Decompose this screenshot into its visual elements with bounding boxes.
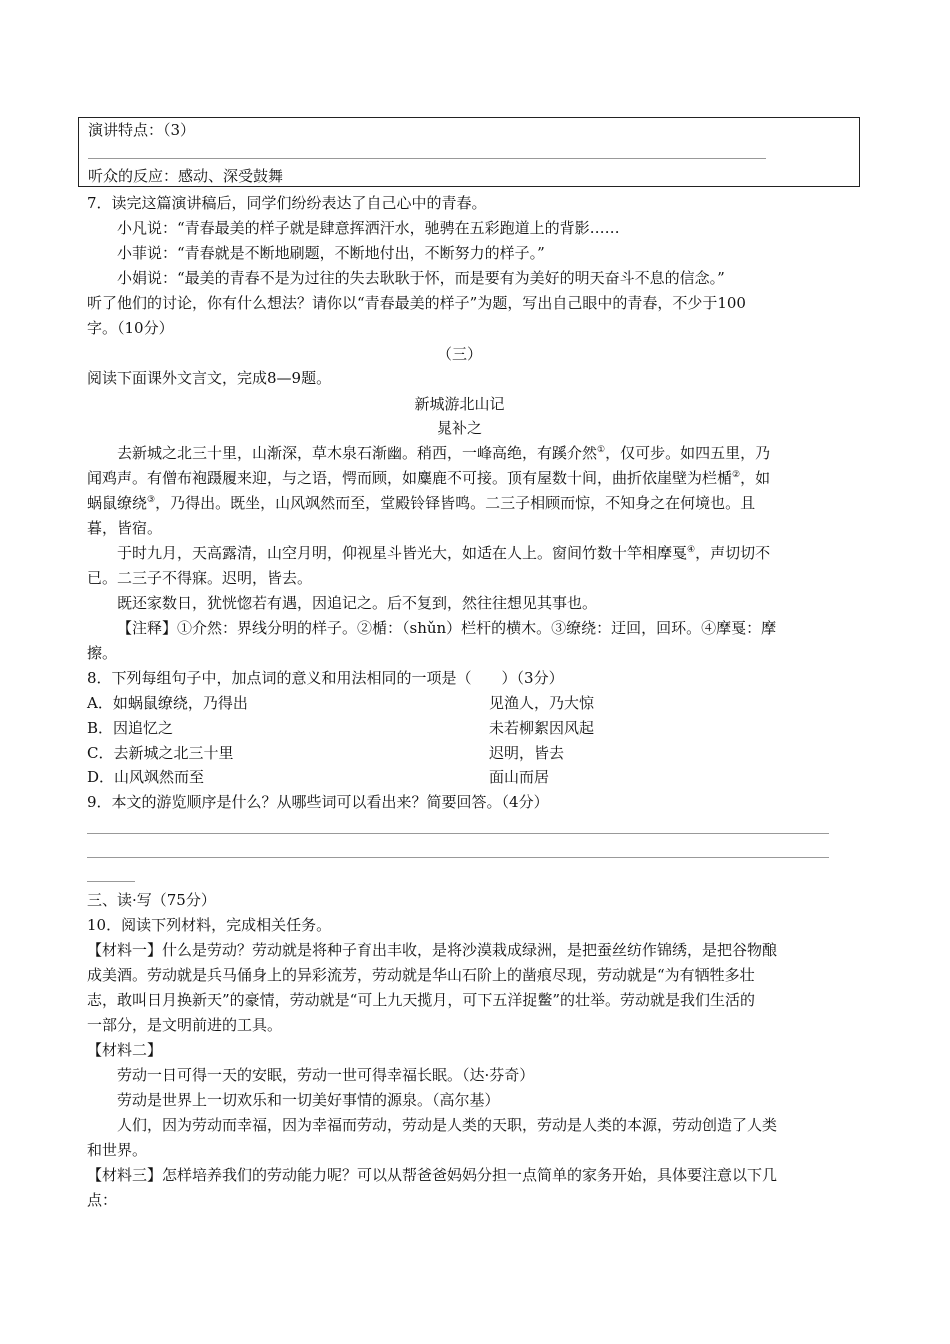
essay-paragraph-1-cont: 闻鸡声。有僧布袍蹑履来迎，与之语，愕而顾，如麋鹿不可接。顶有屋数十间，曲折依崖壁为栏楯②，如 xyxy=(87,469,771,487)
section-instruction: 阅读下面课外文言文，完成8—9题。 xyxy=(87,369,332,387)
q9-stem: 9．本文的游览顺序是什么？从哪些词可以看出来？简要回答。（4分） xyxy=(87,793,549,811)
q8-option-a: A．如蜗鼠缭绕，乃得出 xyxy=(87,694,248,712)
essay-paragraph-1-end: 暮，皆宿。 xyxy=(87,519,163,537)
q8-option-b: B．因追忆之 xyxy=(87,719,174,737)
essay-title: 新城游北山记 xyxy=(414,395,505,413)
q8-option-c: C．去新城之北三十里 xyxy=(87,744,234,762)
material-3-end: 点： xyxy=(87,1191,118,1209)
material-2-quote-2: 劳动是世界上一切欢乐和一切美好事情的源泉。（高尔基） xyxy=(117,1091,500,1109)
essay-notes: 【注释】①介然：界线分明的样子。②楯：（shǔn）栏杆的横木。③缭绕：迂回，回环。④摩戛：摩 xyxy=(117,619,777,637)
q8-option-a-compare: 见渔人，乃大惊 xyxy=(489,694,595,712)
footnote-marker-3: ③ xyxy=(147,495,156,505)
q7-prompt: 听了他们的讨论，你有什么想法？请你以“青春最美的样子”为题，写出自己眼中的青春，不少于100 xyxy=(87,294,746,312)
material-1-end: 一部分，是文明前进的工具。 xyxy=(87,1016,283,1034)
answer-line xyxy=(87,833,829,834)
box-line-speech-features: 演讲特点：（3） xyxy=(88,121,196,139)
q8-stem: 8．下列每组句子中，加点词的意义和用法相同的一项是（ ）（3分） xyxy=(87,669,564,687)
footnote-marker-4: ④ xyxy=(687,545,696,555)
essay-paragraph-1-cont: 蜗鼠缭绕③，乃得出。既坐，山风飒然而至，堂殿铃铎皆鸣。二三子相顾而惊，不知身之在何境也。且 xyxy=(87,494,756,512)
material-2-heading: 【材料二】 xyxy=(87,1041,163,1059)
box-line-audience-reaction: 听众的反应：感动、深受鼓舞 xyxy=(88,167,284,185)
part-3-heading: 三、读·写（75分） xyxy=(87,891,216,909)
answer-box xyxy=(78,117,860,187)
q7-prompt-end: 字。（10分） xyxy=(87,319,174,337)
essay-paragraph-1: 去新城之北三十里，山渐深，草木泉石渐幽。稍西，一峰高绝，有蹊介然①，仅可步。如四五里，乃 xyxy=(117,444,771,462)
material-2-paragraph: 人们，因为劳动而幸福，因为幸福而劳动，劳动是人类的天职，劳动是人类的本源，劳动创造了人类 xyxy=(117,1116,778,1134)
footnote-marker-1: ① xyxy=(597,445,606,455)
q7-stem: 7．读完这篇演讲稿后，同学们纷纷表达了自己心中的青春。 xyxy=(87,194,487,212)
q7-xiaofei: 小菲说：“青春就是不断地刷题，不断地付出，不断努力的样子。” xyxy=(117,244,545,262)
material-1-cont: 成美酒。劳动就是兵马俑身上的异彩流芳，劳动就是华山石阶上的凿痕尽现，劳动就是“为有牺牲多壮 xyxy=(87,966,755,984)
material-2-paragraph-end: 和世界。 xyxy=(87,1141,148,1159)
q8-option-d: D．山风飒然而至 xyxy=(87,768,205,786)
answer-line xyxy=(87,857,829,858)
answer-line xyxy=(88,158,766,159)
q7-xiaojuan: 小娟说：“最美的青春不是为过往的失去耿耿于怀，而是要有为美好的明天奋斗不息的信念。” xyxy=(117,269,725,287)
material-1-cont: 志，敢叫日月换新天”的豪情，劳动就是“可上九天揽月，可下五洋捉鳖”的壮举。劳动就是我们生活的 xyxy=(87,991,756,1009)
material-3: 【材料三】怎样培养我们的劳动能力呢？可以从帮爸爸妈妈分担一点简单的家务开始，具体要注意以下几 xyxy=(87,1166,778,1184)
essay-author: 晁补之 xyxy=(436,419,482,437)
section-heading-3: （三） xyxy=(436,345,482,363)
material-2-quote-1: 劳动一日可得一天的安眠，劳动一世可得幸福长眠。（达·芬奇） xyxy=(117,1066,535,1084)
q8-option-d-compare: 面山而居 xyxy=(489,768,550,786)
q8-option-c-compare: 迟明，皆去 xyxy=(489,744,565,762)
q8-option-b-compare: 未若柳絮因风起 xyxy=(489,719,595,737)
q10-stem: 10．阅读下列材料，完成相关任务。 xyxy=(87,916,332,934)
essay-notes-end: 擦。 xyxy=(87,644,118,662)
q7-xiaofan: 小凡说：“青春最美的样子就是肆意挥洒汗水，驰骋在五彩跑道上的背影…… xyxy=(117,219,620,237)
material-1: 【材料一】什么是劳动？劳动就是将种子育出丰收，是将沙漠栽成绿洲，是把蚕丝纺作锦绣，是把谷物酿 xyxy=(87,941,778,959)
essay-paragraph-2-end: 已。二三子不得寐。迟明，皆去。 xyxy=(87,569,313,587)
footnote-marker-2: ② xyxy=(732,470,741,480)
answer-line xyxy=(87,881,135,882)
essay-paragraph-2: 于时九月，天高露清，山空月明，仰视星斗皆光大，如适在人上。窗间竹数十竿相摩戛④，声切切不 xyxy=(117,544,771,562)
essay-paragraph-3: 既还家数日，犹恍惚若有遇，因追记之。后不复到，然往往想见其事也。 xyxy=(117,594,598,612)
